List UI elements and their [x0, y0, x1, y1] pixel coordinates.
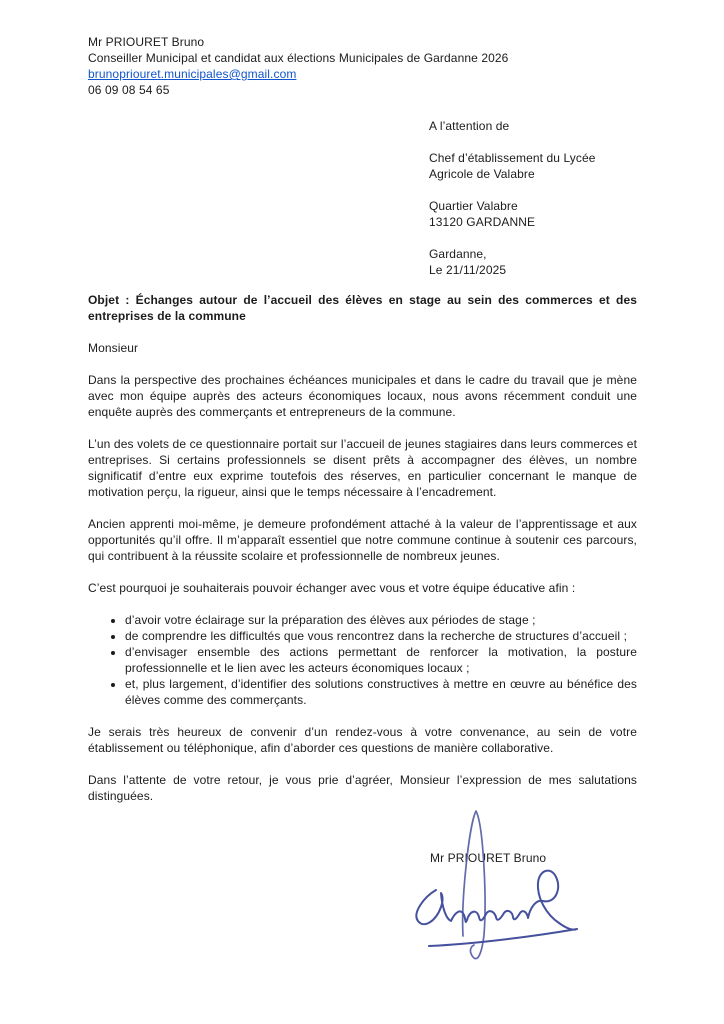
signature-name: Mr PRIOURET Bruno	[430, 851, 547, 865]
sender-name: Mr PRIOURET Bruno	[88, 35, 205, 49]
salutation: Monsieur	[88, 341, 139, 355]
subject-line: Objet : Échanges autour de l’accueil des élèves en stage au sein des commerces et des entreprises de la commune	[88, 293, 637, 323]
body-paragraph: Dans la perspective des prochaines échéances municipales et dans le cadre du travail que je mène avec mon équipe auprès des acteurs économiques locaux, nous avons récemment conduit une enquête auprès des commerçants et entrepreneurs de la commune.	[88, 373, 637, 419]
bullet-item: • et, plus largement, d’identifier des solutions constructives à mettre en œuvre au bénéfice des élèves comme des commerçants.	[125, 676, 637, 708]
signature-block	[88, 850, 637, 990]
handwritten-signature	[406, 805, 601, 975]
sender-title: Conseiller Municipal et candidat aux élections Municipales de Gardanne 2026	[88, 51, 509, 65]
body-paragraph: Ancien apprenti moi-même, je demeure profondément attaché à la valeur de l’apprentissage et aux opportunités qu’il offre. Il m’apparaît essentiel que notre commune continue à soutenir ces parcours, qui contribuent à la réussite scolaire et professionnelle de nombreux jeunes.	[88, 517, 637, 563]
sender-phone: 06 09 08 54 65	[88, 83, 170, 97]
sender-email-link[interactable]: brunopriouret.municipales@gmail.com	[88, 67, 297, 81]
bullet-item: • de comprendre les difficultés que vous rencontrez dans la recherche de structures d’accueil ;	[125, 628, 637, 644]
dateline-place: Gardanne,	[429, 247, 487, 261]
dateline-date: Le 21/11/2025	[429, 263, 507, 277]
signature-stroke-scrawl	[416, 871, 577, 946]
bullet-item: • d’avoir votre éclairage sur la préparation des élèves aux périodes de stage ;	[125, 612, 637, 628]
attention-line: A l’attention de	[429, 119, 510, 133]
recipient-org-line2: Agricole de Valabre	[429, 167, 535, 181]
recipient-address-line1: Quartier Valabre	[429, 199, 518, 213]
sender-block	[88, 34, 637, 98]
recipient-block	[429, 118, 637, 278]
bullet-list	[88, 612, 637, 708]
dateline-block	[429, 246, 637, 278]
recipient-org-line1: Chef d’établissement du Lycée	[429, 151, 596, 165]
signature-stroke-spike	[463, 811, 485, 959]
body-paragraph: L’un des volets de ce questionnaire portait sur l’accueil de jeunes stagiaires dans leurs commerces et entreprises. Si certains professionnels se disent prêts à accompagner des élèves, un nombre significatif d’entre eux exprime toutefois des réserves, en particulier concernant le manque de motivation perçu, la rigueur, ainsi que le temps nécessaire à l’encadrement.	[88, 437, 637, 499]
list-intro: C’est pourquoi je souhaiterais pouvoir échanger avec vous et votre équipe éducative afin :	[88, 581, 576, 595]
recipient-address-line2: 13120 GARDANNE	[429, 215, 536, 229]
closing-paragraph: Dans l’attente de votre retour, je vous prie d’agréer, Monsieur l’expression de mes salutations distinguées.	[88, 773, 637, 803]
bullet-item: • d’envisager ensemble des actions permettant de renforcer la motivation, la posture professionnelle et le lien avec les acteurs économiques locaux ;	[125, 644, 637, 676]
closing-paragraph: Je serais très heureux de convenir d’un rendez-vous à votre convenance, au sein de votre établissement ou téléphonique, afin d’aborder ces questions de manière collaborative.	[88, 725, 637, 755]
